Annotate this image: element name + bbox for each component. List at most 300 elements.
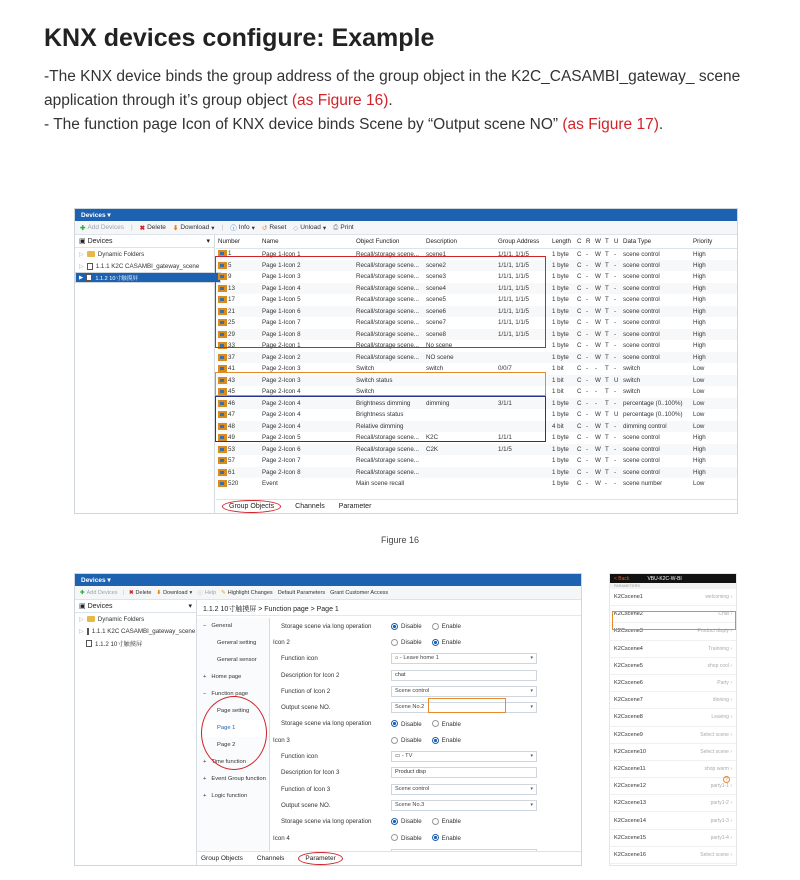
table-cell: C bbox=[577, 319, 582, 327]
table-cell: Page 2-Icon 4 bbox=[262, 388, 301, 396]
table-cell: T bbox=[603, 260, 612, 272]
table-cell: - bbox=[584, 467, 593, 479]
group-object-icon bbox=[218, 365, 227, 372]
figure-16-caption: Figure 16 bbox=[380, 535, 420, 545]
nav-item-general[interactable] bbox=[197, 618, 269, 635]
table-cell: 1 byte bbox=[552, 250, 569, 258]
nav-item-page-2[interactable] bbox=[197, 737, 269, 754]
table-cell: - bbox=[614, 388, 617, 396]
highlight-label: Highlight Changes bbox=[227, 589, 273, 596]
plus-icon: ✚ bbox=[80, 589, 85, 596]
chevron-right-icon: › bbox=[728, 645, 732, 652]
scene-value-text: Product disply bbox=[697, 628, 729, 635]
scene-row[interactable] bbox=[610, 641, 736, 658]
table-cell: Page 2-Icon 4 bbox=[262, 411, 301, 419]
help-label: Help bbox=[204, 589, 217, 596]
expand-icon[interactable]: + bbox=[203, 759, 207, 765]
table-row[interactable] bbox=[216, 271, 737, 283]
dropdown-value: Scene control bbox=[395, 687, 430, 694]
expand-icon[interactable]: + bbox=[203, 793, 207, 799]
table-cell bbox=[424, 421, 496, 433]
field-value bbox=[391, 784, 579, 795]
table-cell: 1/1/1, 1/1/5 bbox=[498, 319, 529, 327]
nav-item-general-setting[interactable] bbox=[197, 635, 269, 652]
table-cell: Recall/storage scene... bbox=[356, 296, 419, 304]
expand-icon: ▷ bbox=[79, 627, 84, 635]
column-header[interactable]: Data Type bbox=[621, 235, 691, 248]
table-cell: 1 byte bbox=[552, 273, 569, 281]
column-header[interactable]: Number bbox=[216, 235, 260, 248]
chevron-right-icon: › bbox=[728, 697, 732, 704]
table-cell: Page 2-Icon 7 bbox=[262, 457, 301, 465]
scene-value-text: Select scene bbox=[700, 731, 729, 738]
table-cell bbox=[496, 455, 550, 467]
dropdown-select[interactable] bbox=[391, 653, 537, 664]
scene-value-text: party1-3 bbox=[710, 817, 729, 824]
table-cell: - bbox=[584, 260, 593, 272]
scene-name: K2Cscene1 bbox=[614, 594, 643, 601]
table-cell: C bbox=[577, 365, 582, 373]
nav-item-label: General bbox=[211, 623, 233, 629]
table-cell: 1/1/1, 1/1/5 bbox=[496, 260, 550, 272]
table-cell: Recall/storage scene... bbox=[356, 342, 419, 350]
scene-row[interactable] bbox=[610, 606, 736, 623]
unload-button[interactable]: ◇ Unload ▾ bbox=[293, 224, 327, 232]
tree-item-gateway[interactable] bbox=[75, 625, 196, 637]
table-cell: Low bbox=[691, 421, 737, 433]
table-row[interactable] bbox=[216, 444, 737, 456]
scene-name: K2Cscene8 bbox=[614, 714, 643, 721]
tree-item-gateway[interactable] bbox=[75, 260, 214, 272]
form-row bbox=[271, 651, 579, 667]
table-cell bbox=[496, 340, 550, 352]
table-cell: - bbox=[612, 352, 621, 364]
tab-channels[interactable]: Channels bbox=[256, 855, 285, 862]
radio-label: Enable bbox=[441, 736, 461, 744]
table-cell: - bbox=[586, 480, 589, 488]
table-cell: - bbox=[586, 365, 589, 373]
scene-row[interactable] bbox=[610, 795, 736, 812]
chevron-right-icon: › bbox=[728, 628, 732, 635]
scene-value bbox=[713, 697, 732, 703]
delete-label: Delete bbox=[147, 224, 166, 231]
dropdown-select[interactable] bbox=[391, 751, 537, 762]
table-cell: 1/1/1, 1/1/5 bbox=[498, 250, 529, 258]
chevron-down-icon[interactable]: ▾ bbox=[188, 603, 192, 610]
table-row[interactable] bbox=[216, 294, 737, 306]
table-cell: 1 byte bbox=[552, 319, 569, 327]
expand-icon: ▷ bbox=[79, 615, 84, 623]
tab-group-objects[interactable]: Group Objects bbox=[222, 500, 281, 513]
radio-label: Enable bbox=[441, 834, 461, 842]
table-cell: scene2 bbox=[424, 260, 496, 272]
delete-button[interactable] bbox=[129, 590, 152, 596]
table-cell: scene control bbox=[623, 319, 660, 327]
table-cell: Page 2-Icon 3 bbox=[262, 365, 301, 373]
dropdown-select[interactable] bbox=[391, 784, 537, 795]
field-value bbox=[391, 653, 579, 664]
table-cell: W bbox=[595, 319, 601, 327]
field-value bbox=[391, 623, 579, 630]
table-cell: Switch status bbox=[354, 375, 424, 387]
table-cell: Recall/storage scene... bbox=[354, 352, 424, 364]
table-cell: dimming control bbox=[621, 421, 691, 433]
table-row[interactable] bbox=[216, 398, 737, 410]
devices-icon: ▣ bbox=[79, 238, 88, 245]
table-cell: High bbox=[691, 444, 737, 456]
table-cell: switch bbox=[623, 388, 641, 396]
radio-button[interactable] bbox=[432, 818, 439, 825]
download-button[interactable]: ⬇ Download ▾ bbox=[172, 224, 215, 232]
table-row[interactable] bbox=[216, 306, 737, 318]
table-row[interactable] bbox=[216, 478, 737, 490]
tree-item-label: Dynamic Folders bbox=[97, 615, 145, 623]
scene-row[interactable] bbox=[610, 761, 736, 778]
tree-item-dynamic-folders[interactable] bbox=[75, 613, 196, 625]
table-cell: Page 1-Icon 3 bbox=[262, 273, 301, 281]
text-input[interactable]: Product disp bbox=[391, 767, 537, 778]
nav-item-page-1[interactable] bbox=[197, 720, 269, 737]
reset-label: Reset bbox=[269, 224, 287, 231]
dropdown-value: ▭ - TV bbox=[395, 753, 413, 760]
device-tree bbox=[75, 235, 215, 513]
tab-parameter[interactable]: Parameter bbox=[338, 503, 372, 510]
table-row[interactable] bbox=[216, 409, 737, 421]
table-cell bbox=[424, 386, 496, 398]
info-button[interactable]: ⓘ Info ▾ bbox=[230, 224, 255, 232]
field-label: Function icon bbox=[281, 655, 318, 663]
table-cell: 1 byte bbox=[552, 457, 569, 465]
table-cell: Recall/storage scene... bbox=[356, 250, 419, 258]
group-object-icon bbox=[218, 354, 227, 361]
collapse-icon[interactable]: − bbox=[203, 623, 207, 629]
field-value bbox=[391, 834, 579, 841]
scene-row[interactable] bbox=[610, 623, 736, 640]
table-row[interactable] bbox=[216, 260, 737, 272]
group-object-icon bbox=[218, 469, 227, 476]
chevron-down-icon[interactable]: ▾ bbox=[206, 238, 210, 245]
table-cell: High bbox=[693, 457, 706, 465]
table-cell: No scene bbox=[426, 342, 453, 350]
table-cell: High bbox=[693, 250, 706, 258]
radio-button[interactable] bbox=[391, 623, 398, 630]
parameter-nav bbox=[197, 618, 270, 851]
chevron-right-icon: › bbox=[728, 611, 732, 618]
expand-icon[interactable]: + bbox=[203, 776, 207, 782]
grant-access-button[interactable]: Grant Customer Access bbox=[330, 589, 389, 596]
devices-menu[interactable]: Devices ▾ bbox=[75, 209, 737, 221]
tab-channels[interactable]: Channels bbox=[295, 503, 325, 510]
question-icon[interactable]: ? bbox=[723, 776, 730, 783]
nav-item-event-group-function[interactable] bbox=[197, 771, 269, 788]
table-cell: scene control bbox=[621, 352, 691, 364]
expand-icon[interactable]: + bbox=[203, 674, 207, 680]
chevron-right-icon: › bbox=[728, 851, 732, 858]
column-header[interactable]: U bbox=[612, 235, 621, 248]
table-cell: C bbox=[575, 306, 584, 318]
dropdown-select[interactable] bbox=[391, 686, 537, 697]
radio-button[interactable] bbox=[432, 720, 439, 727]
print-button[interactable] bbox=[333, 224, 354, 232]
table-cell: scene control bbox=[623, 273, 660, 281]
table-cell: 1 byte bbox=[550, 329, 575, 341]
table-cell: C bbox=[577, 434, 582, 442]
table-row[interactable] bbox=[216, 455, 737, 467]
radio-button[interactable] bbox=[432, 623, 439, 630]
back-button[interactable]: < Back bbox=[614, 575, 630, 582]
table-cell: - bbox=[614, 273, 617, 281]
table-cell: - bbox=[584, 375, 593, 387]
nav-item-function-page[interactable] bbox=[197, 686, 269, 703]
table-row[interactable] bbox=[216, 386, 737, 398]
group-object-icon bbox=[218, 296, 227, 303]
table-cell: - bbox=[612, 421, 621, 433]
radio-button[interactable] bbox=[432, 639, 439, 646]
delete-button[interactable] bbox=[140, 224, 166, 232]
collapse-icon[interactable]: − bbox=[203, 691, 207, 697]
group-object-icon bbox=[218, 388, 227, 395]
radio-button[interactable] bbox=[391, 720, 398, 727]
scene-value-text: party1-2 bbox=[710, 800, 729, 807]
table-cell: Relative dimming bbox=[354, 421, 424, 433]
highlight-changes-button[interactable] bbox=[221, 590, 273, 596]
table-cell: Page 2-Icon 4 bbox=[260, 421, 354, 433]
group-object-icon bbox=[218, 377, 227, 384]
table-cell: - bbox=[614, 250, 617, 258]
scene-value-text: welcoming bbox=[705, 594, 729, 601]
table-cell: Recall/storage scene... bbox=[356, 457, 419, 465]
table-cell: High bbox=[691, 260, 737, 272]
scene-row[interactable] bbox=[610, 709, 736, 726]
object-number: 33 bbox=[228, 342, 235, 350]
scene-value bbox=[708, 663, 732, 669]
table-cell: Recall/storage scene... bbox=[354, 306, 424, 318]
table-cell: U bbox=[614, 411, 619, 419]
column-header[interactable]: Length bbox=[550, 235, 575, 248]
table-cell: scene control bbox=[623, 434, 660, 442]
table-cell: - bbox=[614, 365, 617, 373]
table-cell: Page 1-Icon 5 bbox=[262, 296, 301, 304]
device-tree bbox=[75, 600, 197, 865]
column-header[interactable]: Group Address bbox=[496, 235, 550, 248]
radio-button[interactable] bbox=[391, 639, 398, 646]
scene-value bbox=[711, 800, 732, 806]
field-value bbox=[391, 720, 579, 727]
table-cell: Page 2-Icon 8 bbox=[260, 467, 354, 479]
radio-button[interactable] bbox=[391, 834, 398, 841]
table-cell: Page 2-Icon 6 bbox=[260, 444, 354, 456]
table-row[interactable] bbox=[216, 432, 737, 444]
scene-row[interactable] bbox=[610, 727, 736, 744]
table-row[interactable] bbox=[216, 421, 737, 433]
column-header[interactable]: Description bbox=[424, 235, 496, 248]
nav-item-general-sensor[interactable] bbox=[197, 652, 269, 669]
scene-value-text: party1-4 bbox=[710, 834, 729, 841]
object-number: 61 bbox=[228, 468, 235, 476]
table-cell: C2K bbox=[424, 444, 496, 456]
default-parameters-button[interactable]: Default Parameters bbox=[277, 589, 326, 596]
field-value bbox=[391, 670, 579, 681]
scene-row[interactable] bbox=[610, 692, 736, 709]
table-cell: Brightness status bbox=[356, 411, 404, 419]
table-cell: W bbox=[593, 421, 603, 433]
add-devices-label: Add Devices bbox=[87, 224, 124, 231]
table-cell: Page 1-Icon 1 bbox=[262, 250, 301, 258]
paragraph-scene-binding bbox=[44, 113, 784, 137]
scene-value bbox=[711, 714, 732, 720]
tab-group-objects[interactable]: Group Objects bbox=[201, 855, 243, 862]
table-cell: scene control bbox=[621, 329, 691, 341]
table-cell: - bbox=[586, 273, 589, 281]
table-cell: Recall/storage scene... bbox=[356, 434, 419, 442]
scene-row[interactable] bbox=[610, 675, 736, 692]
table-cell: C bbox=[575, 467, 584, 479]
scene-row[interactable] bbox=[610, 847, 736, 864]
table-row[interactable] bbox=[216, 467, 737, 479]
scene-row[interactable] bbox=[610, 812, 736, 829]
object-number: 37 bbox=[228, 353, 235, 361]
scene-name: K2Cscene10 bbox=[614, 748, 647, 755]
download-button[interactable]: ⬇ Download ▾ bbox=[156, 589, 193, 596]
table-cell: scene control bbox=[621, 444, 691, 456]
table-cell: 1/1/1, 1/1/5 bbox=[496, 283, 550, 295]
section-label: PARAMETERS bbox=[610, 583, 736, 589]
tree-item-dynamic-folders[interactable] bbox=[75, 248, 214, 260]
table-row[interactable] bbox=[216, 248, 737, 260]
table-row[interactable] bbox=[216, 375, 737, 387]
field-label: Description for Icon 2 bbox=[281, 671, 340, 679]
toolbar bbox=[75, 221, 737, 235]
table-cell: C bbox=[577, 342, 582, 350]
column-header[interactable]: C bbox=[575, 235, 584, 248]
dropdown-select[interactable] bbox=[391, 702, 537, 713]
scene-name: K2Cscene12 bbox=[614, 783, 647, 790]
reset-icon: ↺ bbox=[261, 224, 268, 232]
table-cell: - bbox=[595, 365, 598, 373]
table-cell: W bbox=[593, 329, 603, 341]
table-cell: T bbox=[605, 365, 609, 373]
table-cell bbox=[424, 478, 496, 490]
group-objects-table bbox=[216, 235, 737, 501]
scene-row[interactable] bbox=[610, 830, 736, 847]
table-cell: 1/1/1, 1/1/5 bbox=[498, 273, 529, 281]
table-row[interactable] bbox=[216, 317, 737, 329]
table-row[interactable] bbox=[216, 363, 737, 375]
radio-label: Enable bbox=[441, 720, 461, 728]
column-header[interactable]: Object Function bbox=[354, 235, 424, 248]
object-number: 9 bbox=[228, 273, 232, 281]
table-cell: U bbox=[612, 375, 621, 387]
tree-item-touchscreen[interactable] bbox=[75, 272, 221, 283]
table-cell: Page 1-Icon 7 bbox=[262, 319, 301, 327]
scene-row[interactable] bbox=[610, 658, 736, 675]
devices-menu[interactable]: Devices ▾ bbox=[75, 574, 581, 586]
table-cell: - bbox=[586, 411, 589, 419]
table-cell: scene4 bbox=[424, 283, 496, 295]
table-cell bbox=[424, 467, 496, 479]
table-cell: Page 2-Icon 5 bbox=[262, 434, 301, 442]
table-cell: C bbox=[575, 398, 584, 410]
column-header[interactable]: T bbox=[603, 235, 612, 248]
table-header-row bbox=[216, 235, 737, 248]
table-cell bbox=[424, 455, 496, 467]
table-cell: - bbox=[605, 480, 608, 488]
table-row[interactable] bbox=[216, 340, 737, 352]
field-label: Output scene NO. bbox=[281, 801, 331, 809]
scene-row[interactable] bbox=[610, 589, 736, 606]
scene-row[interactable] bbox=[610, 744, 736, 761]
help-button[interactable] bbox=[197, 589, 216, 597]
table-cell: - bbox=[614, 319, 617, 327]
table-cell bbox=[216, 340, 260, 352]
nav-item-time-function[interactable] bbox=[197, 754, 269, 771]
casambi-app-screen bbox=[609, 573, 737, 866]
object-number: 5 bbox=[228, 261, 232, 269]
add-devices-button[interactable] bbox=[80, 224, 124, 232]
text-input[interactable]: chat bbox=[391, 670, 537, 681]
tree-item-label: 1.1.1 K2C CASAMBI_gateway_scene bbox=[95, 262, 200, 270]
reset-button[interactable] bbox=[262, 224, 286, 232]
column-header[interactable]: Priority bbox=[691, 235, 737, 248]
table-cell: C bbox=[575, 352, 584, 364]
tree-item-touchscreen[interactable] bbox=[75, 637, 196, 649]
radio-button[interactable] bbox=[391, 818, 398, 825]
tab-parameter[interactable]: Parameter bbox=[298, 852, 342, 865]
scene-value bbox=[700, 852, 732, 858]
device-icon bbox=[86, 274, 92, 281]
scene-name: K2Cscene9 bbox=[614, 731, 643, 738]
add-devices-button[interactable] bbox=[80, 590, 118, 596]
scene-value bbox=[700, 749, 732, 755]
scene-name: K2Cscene16 bbox=[614, 851, 647, 858]
table-cell: High bbox=[691, 306, 737, 318]
form-row bbox=[271, 732, 579, 748]
column-header[interactable]: R bbox=[584, 235, 593, 248]
radio-label: Enable bbox=[441, 818, 461, 826]
column-header[interactable]: Name bbox=[260, 235, 354, 248]
scene-name: K2Cscene3 bbox=[614, 628, 643, 635]
dropdown-select[interactable] bbox=[391, 800, 537, 811]
group-object-icon bbox=[218, 319, 227, 326]
nav-item-logic-function[interactable] bbox=[197, 788, 269, 805]
scene-name: K2Cscene14 bbox=[614, 817, 647, 824]
radio-button[interactable] bbox=[391, 737, 398, 744]
field-value bbox=[391, 767, 579, 778]
table-cell: T bbox=[605, 342, 609, 350]
radio-button[interactable] bbox=[432, 737, 439, 744]
tree-item-label: Dynamic Folders bbox=[97, 250, 145, 258]
table-cell: Recall/storage scene... bbox=[354, 329, 424, 341]
table-cell: - bbox=[612, 306, 621, 318]
nav-item-home-page[interactable] bbox=[197, 669, 269, 686]
scene-row[interactable] bbox=[610, 778, 736, 795]
table-row[interactable] bbox=[216, 352, 737, 364]
table-cell: Brightness dimming bbox=[354, 398, 424, 410]
column-header[interactable]: W bbox=[593, 235, 603, 248]
table-row[interactable] bbox=[216, 329, 737, 341]
table-cell: W bbox=[593, 283, 603, 295]
field-label: Icon 2 bbox=[273, 638, 290, 646]
nav-item-page-setting[interactable] bbox=[197, 703, 269, 720]
table-cell: W bbox=[595, 273, 601, 281]
table-cell: C bbox=[577, 388, 582, 396]
table-cell: switch bbox=[426, 365, 444, 373]
table-cell bbox=[216, 248, 260, 260]
radio-button[interactable] bbox=[432, 834, 439, 841]
table-cell: Page 2-Icon 4 bbox=[260, 398, 354, 410]
table-row[interactable] bbox=[216, 283, 737, 295]
table-cell: Page 1-Icon 6 bbox=[260, 306, 354, 318]
